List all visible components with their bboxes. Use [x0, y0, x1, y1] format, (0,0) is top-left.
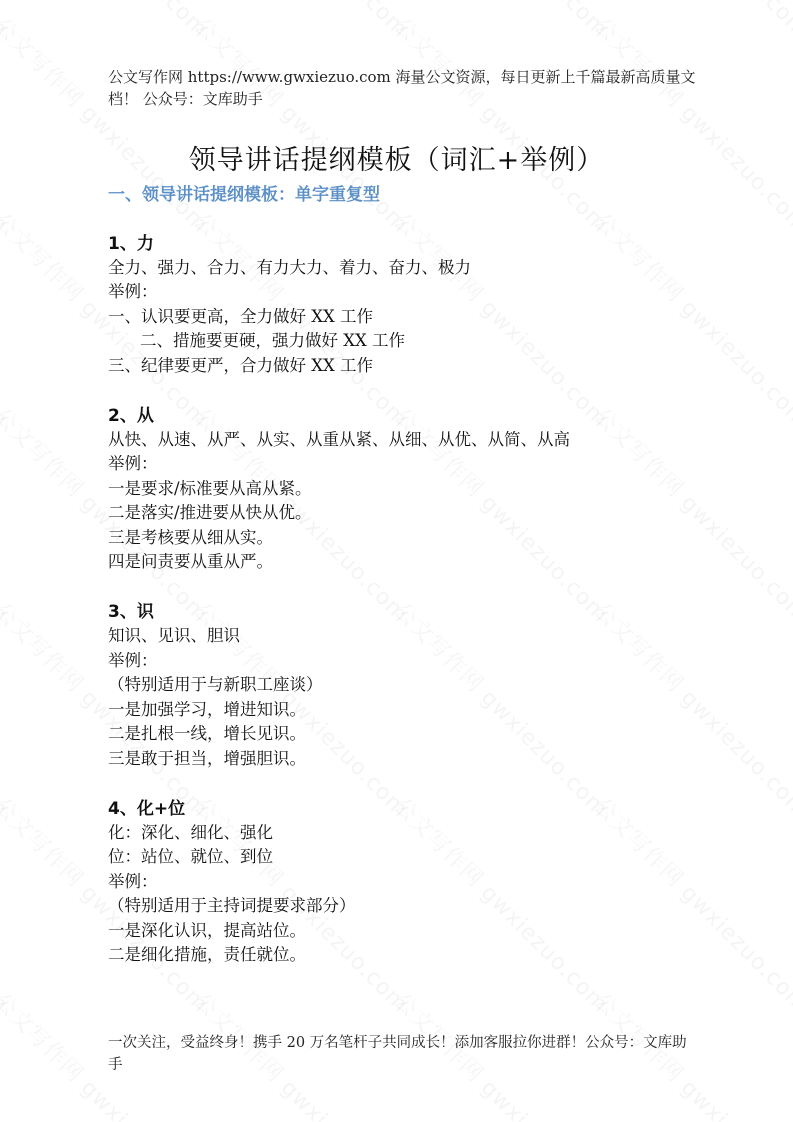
- item-line: 二是落实/推进要从快从优。: [108, 503, 312, 523]
- watermark-text: [388, 10, 617, 239]
- watermark-text: [788, 400, 793, 629]
- item-line: 一是要求/标准要从高从紧。: [108, 478, 312, 498]
- item-line: 举例：: [108, 282, 158, 302]
- item-line: 一、认识要更高，全力做好 XX 工作: [108, 306, 373, 326]
- watermark-text: [788, 0, 793, 44]
- outline-item: [108, 404, 708, 574]
- watermark-text: [788, 205, 793, 434]
- document-body: [108, 232, 708, 993]
- watermark-text: [588, 0, 793, 44]
- watermark-text: [788, 985, 793, 1122]
- item-line: 二、措施要更硬，强力做好 XX 工作: [140, 331, 405, 351]
- section-title: 一、领导讲话提纲模板：单字重复型: [108, 185, 380, 205]
- watermark-text: [0, 985, 17, 1122]
- item-line: 举例：: [108, 650, 158, 670]
- item-line: 一是深化认识，提高站位。: [108, 920, 306, 940]
- item-line: 位：站位、就位、到位: [108, 847, 273, 867]
- item-line: （特别适用于与新职工座谈）: [108, 675, 323, 695]
- footer-note: 一次关注，受益终身！携手 20 万名笔杆子共同成长！添加客服拉你进群！公众号：文库助手: [108, 1035, 687, 1073]
- item-line: 二是扎根一线，增长见识。: [108, 724, 306, 744]
- item-line: 三是敢于担当，增强胆识。: [108, 748, 306, 768]
- item-line: 二是细化措施，责任就位。: [108, 944, 306, 964]
- item-line: 知识、见识、胆识: [108, 626, 240, 646]
- watermark-text: [0, 790, 17, 1019]
- item-line: 从快、从速、从严、从实、从重从紧、从细、从优、从简、从高: [108, 430, 570, 450]
- watermark-text: [388, 0, 617, 44]
- watermark-text: [0, 10, 17, 239]
- item-line: （特别适用于主持词提要求部分）: [108, 896, 356, 916]
- item-heading: 1、力: [108, 234, 154, 254]
- item-line: 化：深化、细化、强化: [108, 822, 273, 842]
- item-line: 三是考核要从细从实。: [108, 527, 273, 547]
- document-title: 领导讲话提纲模板（词汇+举例）: [188, 145, 605, 176]
- watermark-text: [0, 0, 217, 44]
- outline-item: [108, 797, 708, 967]
- watermark-text: [0, 595, 17, 824]
- watermark-text: [188, 0, 417, 44]
- header-note: 公文写作网 https://www.gwxiezuo.com 海量公文资源，每日更新上千篇最新高质量文档！ 公众号：文库助手: [108, 68, 696, 108]
- item-heading: 2、从: [108, 406, 154, 427]
- item-line: 举例：: [108, 871, 158, 891]
- outline-item: [108, 232, 708, 378]
- outline-item: [108, 600, 708, 770]
- item-line: 一是加强学习，增进知识。: [108, 699, 306, 719]
- item-heading: 4、化+位: [108, 798, 186, 819]
- item-heading: 3、识: [108, 602, 154, 623]
- watermark-text: [788, 595, 793, 824]
- watermark-text: [0, 0, 17, 44]
- item-line: 四是问责要从重从严。: [108, 552, 273, 572]
- item-line: 三、纪律要更严，合力做好 XX 工作: [108, 355, 373, 375]
- watermark-text: [0, 205, 17, 434]
- item-line: 全力、强力、合力、有力大力、着力、奋力、极力: [108, 258, 471, 277]
- watermark-text: [588, 10, 793, 239]
- item-line: 举例：: [108, 454, 158, 474]
- watermark-text: [0, 400, 17, 629]
- watermark-text: [788, 790, 793, 1019]
- watermark-text: [788, 10, 793, 239]
